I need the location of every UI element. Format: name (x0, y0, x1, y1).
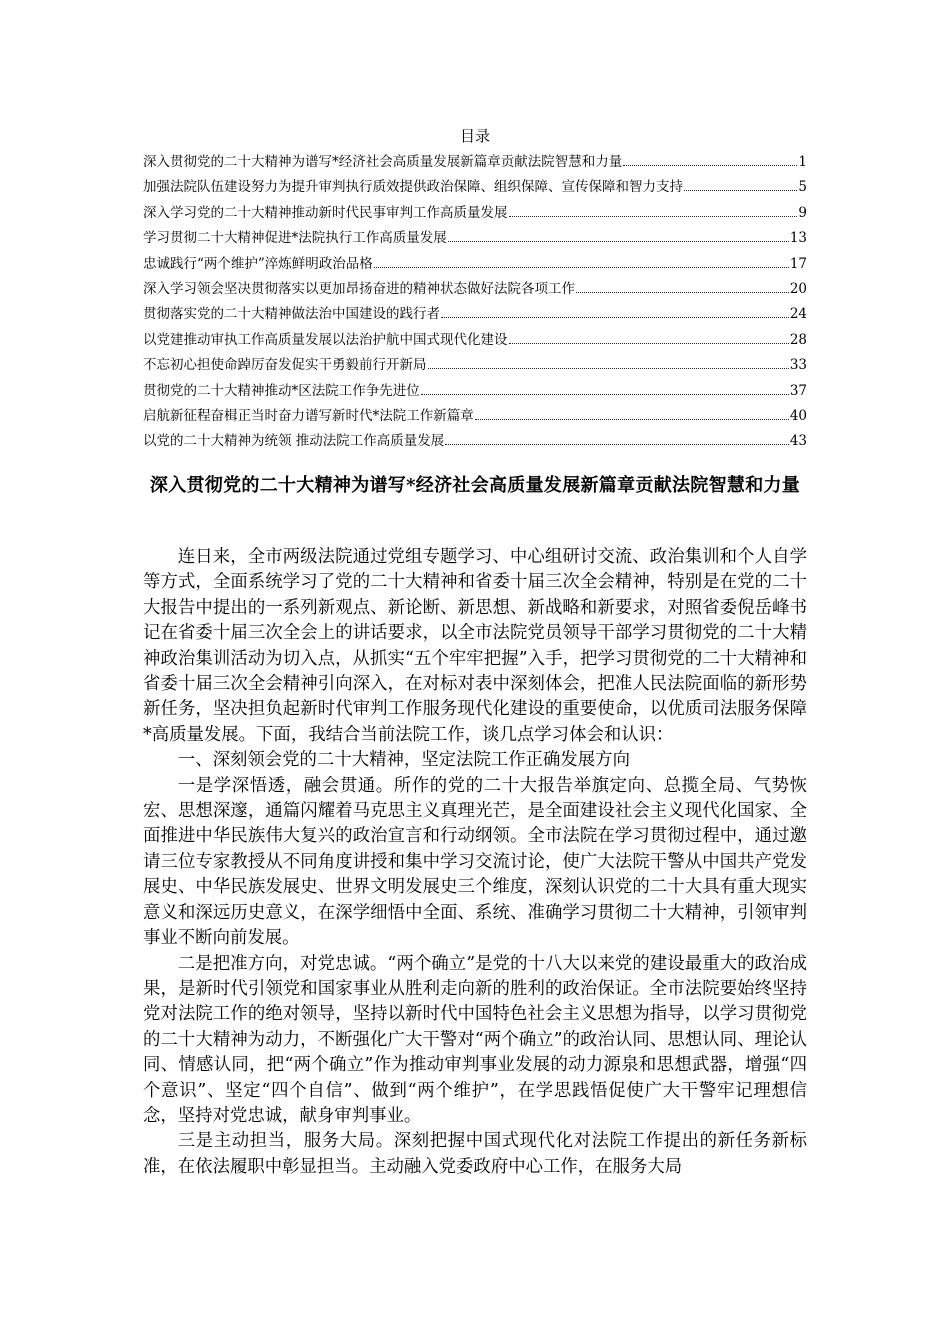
toc-leader-dots (421, 394, 789, 395)
toc-leader-dots (448, 241, 789, 242)
toc-entry[interactable] (143, 404, 807, 429)
article-paragraph: 连日来，全市两级法院通过党组专题学习、中心组研讨交流、政治集训和个人自学等方式，全面系统学习了党的二十大精神和省委十届三次全会精神，特别是在党的二十大报告中提出的一系列新观点、新论断、新思想、新战略和新要求，对照省委倪岳峰书记在省委十届三次全会上的讲话要求，以全市法院党员领导干部学习贯彻党的二十大精神政治集训活动为切入点，从抓实“五个牢牢把握”入手，把学习贯彻党的二十大精神和省委十届三次全会精神引向深入，在对标对表中深刻体会，把准人民法院面临的新形势新任务，坚决担负起新时代审判工作服务现代化建设的重要使命，以优质司法服务保障*高质量发展。下面，我结合当前法院工作，谈几点学习体会和认识： (143, 547, 807, 745)
toc-entry-page: 5 (798, 179, 807, 196)
toc-leader-dots (576, 292, 789, 293)
toc-leader-dots (509, 343, 789, 344)
toc-entry-page: 40 (789, 407, 807, 424)
article-body (143, 545, 807, 1180)
toc-leader-dots (684, 190, 797, 191)
toc-entry-page: 37 (789, 382, 807, 399)
toc-entry-title: 启航新征程奋楫正当时奋力谱写新时代*法院工作新篇章 (143, 407, 474, 424)
toc-entry-page: 33 (789, 357, 807, 374)
toc-entry-page: 9 (798, 204, 807, 221)
toc-leader-dots (374, 267, 789, 268)
toc-title: 目录 (459, 127, 490, 145)
toc-entry[interactable] (143, 150, 807, 175)
toc-leader-dots (509, 216, 798, 217)
toc-entry-title: 深入学习领会坚决贯彻落实以更加昂扬奋进的精神状态做好法院各项工作 (143, 280, 575, 297)
toc-entry-page: 13 (789, 230, 807, 247)
toc-entry[interactable] (143, 252, 807, 277)
section-heading: 一、深刻领会党的二十大精神，坚定法院工作正确发展方向 (177, 750, 630, 771)
toc-entry-title: 不忘初心担使命踔厉奋发促实干勇毅前行开新局 (143, 357, 427, 374)
article-paragraph: 一是学深悟透，融会贯通。所作的党的二十大报告举旗定向、总揽全局、气势恢宏、思想深邃，通篇闪耀着马克思主义真理光芒，是全面建设社会主义现代化国家、全面推进中华民族伟大复兴的政治宣言和行动纲领。全市法院在学习贯彻过程中，通过邀请三位专家教授从不同角度讲授和集中学习交流讨论，使广大法院干警从中国共产党发展史、中华民族发展史、世界文明发展史三个维度，深刻认识党的二十大具有重大现实意义和深远历史意义，在深学细悟中全面、系统、准确学习贯彻二十大精神，引领审判事业不断向前发展。 (143, 775, 807, 949)
toc-leader-dots (445, 444, 789, 445)
article-paragraph: 二是把准方向，对党忠诚。“两个确立”是党的十八大以来党的建设最重大的政治成果，是新时代引领党和国家事业从胜利走向新的胜利的政治保证。全市法院要始终坚持党对法院工作的绝对领导，坚持以新时代中国特色社会主义思想为指导，以学习贯彻党的二十大精神为动力，不断强化广大干警对“两个确立”的政治认同、思想认同、理论认同、情感认同，把“两个确立”作为推动审判事业发展的动力源泉和思想武器，增强“四个意识”、坚定“四个自信”、做到“两个维护”，在学思践悟促使广大干警牢记理想信念，坚持对党忠诚，献身审判事业。 (143, 953, 807, 1126)
toc-entry[interactable] (143, 429, 807, 454)
toc-leader-dots (623, 165, 797, 166)
toc-entry[interactable] (143, 379, 807, 404)
toc-leader-dots (441, 317, 789, 318)
toc-entry-page: 1 (798, 154, 807, 170)
toc-entry[interactable] (143, 328, 807, 353)
toc-entry-title: 深入贯彻党的二十大精神为谱写*经济社会高质量发展新篇章贡献法院智慧和力量 (143, 154, 623, 170)
toc-entry-page: 24 (789, 306, 807, 323)
article-paragraph: 三是主动担当，服务大局。深刻把握中国式现代化对法院工作提出的新任务新标准，在依法履职中彰显担当。主动融入党委政府中心工作，在服务大局 (143, 1131, 807, 1177)
toc-entry-title: 以党建推动审执工作高质量发展以法治护航中国式现代化建设 (143, 331, 508, 348)
toc-entry-title: 忠诚践行“两个维护”淬炼鲜明政治品格 (143, 255, 373, 272)
toc-leader-dots (428, 368, 789, 369)
toc-entry[interactable] (143, 302, 807, 327)
toc-entry-title: 学习贯彻二十大精神促进*法院执行工作高质量发展 (143, 230, 447, 247)
toc-entry-page: 20 (789, 280, 807, 297)
toc-entry-title: 贯彻落实党的二十大精神做法治中国建设的践行者 (143, 306, 440, 323)
toc-entry-title: 以党的二十大精神为统领 推动法院工作高质量发展 (143, 433, 445, 450)
toc-entry-title: 深入学习党的二十大精神推动新时代民事审判工作高质量发展 (143, 204, 508, 221)
toc-entry-page: 43 (789, 433, 807, 450)
toc-entry-title: 加强法院队伍建设努力为提升审判执行质效提供政治保障、组织保障、宣传保障和智力支持 (143, 179, 683, 196)
toc-entry[interactable] (143, 353, 807, 378)
toc-entry[interactable] (143, 226, 807, 251)
toc-entry-page: 17 (789, 255, 807, 272)
toc-entry-title: 贯彻党的二十大精神推动*区法院工作争先进位 (143, 382, 420, 399)
toc-entry[interactable] (143, 201, 807, 226)
toc-entry[interactable] (143, 175, 807, 200)
toc-entry-page: 28 (789, 331, 807, 348)
toc-leader-dots (475, 419, 789, 420)
article-title: 深入贯彻党的二十大精神为谱写*经济社会高质量发展新篇章贡献法院智慧和力量 (149, 475, 801, 496)
table-of-contents (143, 150, 807, 455)
toc-entry[interactable] (143, 277, 807, 302)
